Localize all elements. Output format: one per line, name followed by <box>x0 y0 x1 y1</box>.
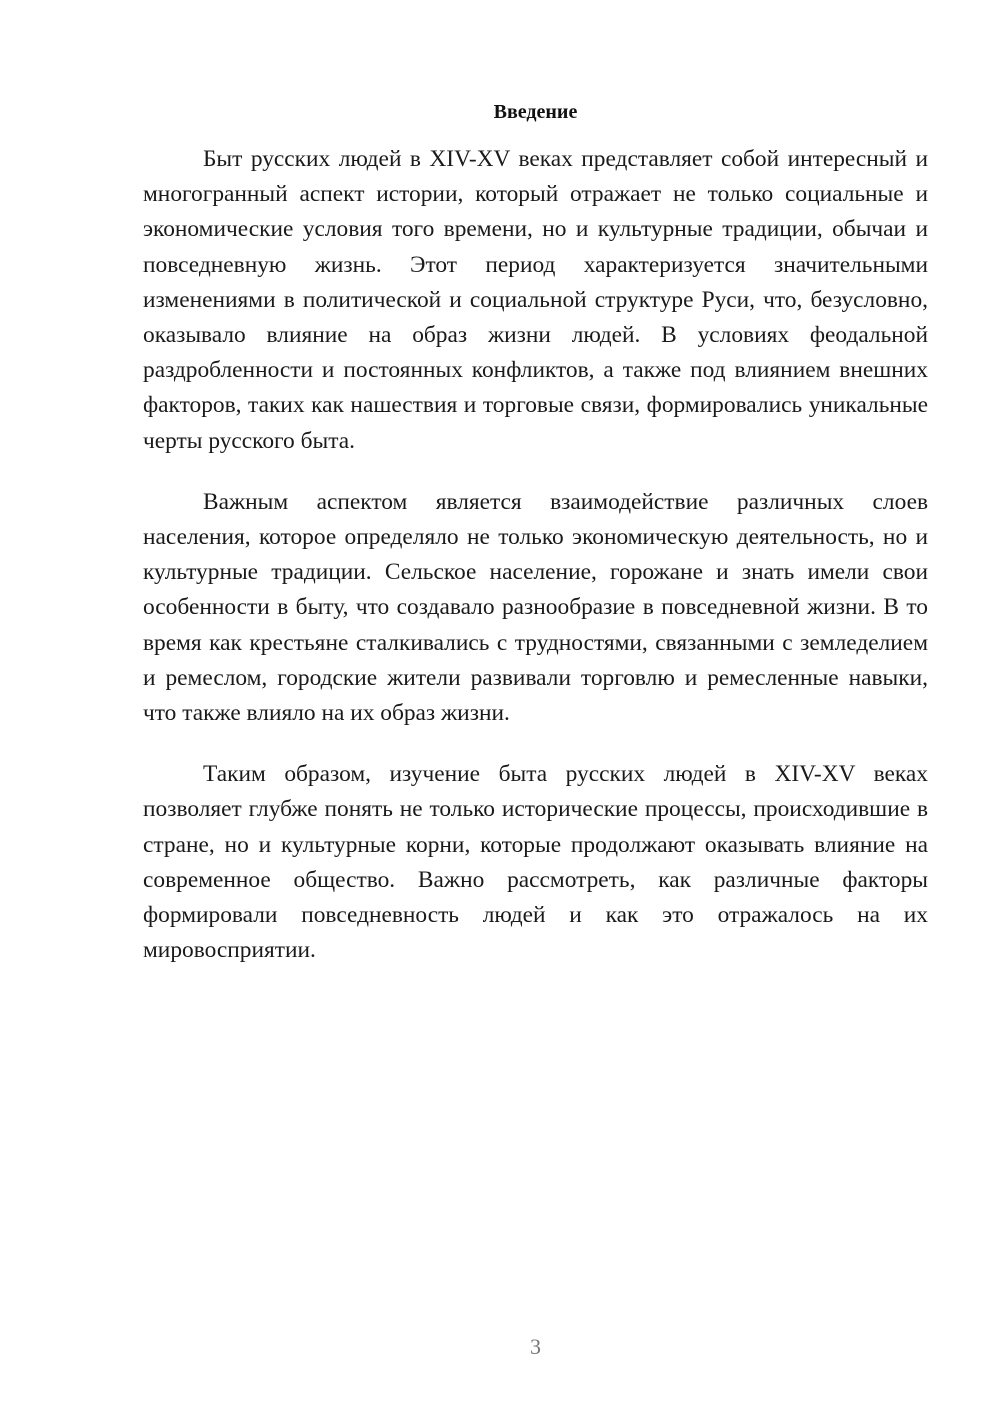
body-text <box>143 142 928 994</box>
paragraph-2: Важным аспектом является взаимодействие различных слоев населения, которое определяло не только экономическую деятельность, но и культурные традиции. Сельское население, горожане и знать имели свои особенности в быту, что создавало разнообразие в повседневной жизни. В то время как крестьяне сталкивались с трудностями, связанными с земледелием и ремеслом, городские жители развивали торговлю и ремесленные навыки, что также влияло на их образ жизни. <box>143 488 928 727</box>
page-number: 3 <box>530 1334 541 1359</box>
paragraph-1: Быт русских людей в XIV-XV веках представляет собой интересный и многогранный аспект истории, который отражает не только социальные и экономические условия того времени, но и культурные традиции, обычаи и повседневную жизнь. Этот период характеризуется значительными изменениями в политической и социальной структуре Руси, что, безусловно, оказывало влияние на образ жизни людей. В условиях феодальной раздробленности и постоянных конфликтов, а также под влиянием внешних факторов, таких как нашествия и торговые связи, формировались уникальные черты русского быта. <box>143 146 928 454</box>
section-heading: Введение <box>493 101 578 123</box>
paragraph-3: Таким образом, изучение быта русских людей в XIV-XV веках позволяет глубже понять не только исторические процессы, происходившие в стране, но и культурные корни, которые продолжают оказывать влияние на современное общество. Важно рассмотреть, как различные факторы формировали повседневность людей и как это отражалось на их мировосприятии. <box>143 761 928 964</box>
